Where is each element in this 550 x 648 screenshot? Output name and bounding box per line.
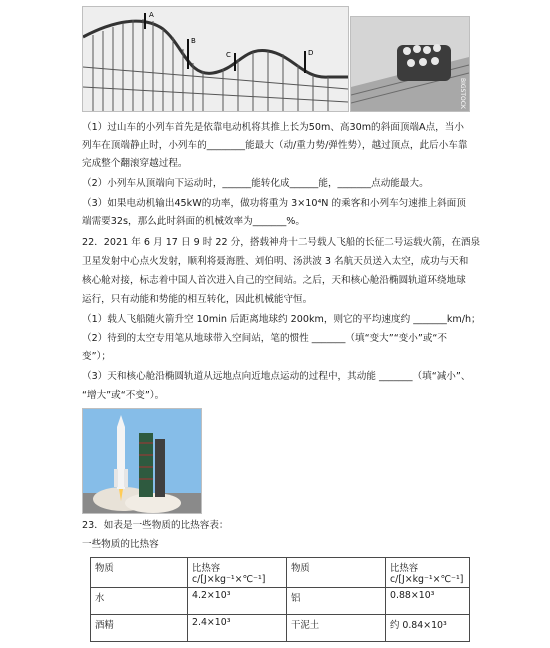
q21-part2: （2）小列车从顶端向下运动时，______能转化成______能，_______点动能最大。	[82, 178, 429, 189]
table-header-cell: 物质	[91, 558, 188, 588]
riders-photo	[350, 16, 470, 112]
specific-heat-table	[90, 557, 470, 642]
q22-part3-line1: （3）天和核心舱沿椭圆轨道从远地点向近地点运动的过程中，其动能 _______（填“减小”、	[82, 371, 471, 382]
q22-intro-line2: 卫星发射中心点火发射，顺利将聂海胜、刘伯明、汤洪波 3 名航天员送入太空，成功与天和	[82, 256, 469, 267]
table-cell: 酒精	[91, 615, 188, 642]
q21-part1-line3: 完成整个翻滚穿越过程。	[82, 158, 188, 169]
table-header-cell: 比热容 c/[J×kg⁻¹×℃⁻¹]	[188, 558, 287, 588]
table-header-cell: 比热容 c/[J×kg⁻¹×℃⁻¹]	[386, 558, 470, 588]
table-cell: 2.4×10³	[188, 615, 287, 642]
q22-intro-line1: 22．2021 年 6 月 17 日 9 时 22 分，搭载神舟十二号载人飞船的长征二号运载火箭，在酒泉	[82, 237, 481, 248]
q22-part2-line2: 变”）；	[82, 351, 111, 362]
q21-part1-line2: 列车在顶端静止时，小列车的________能最大（动/重力势/弹性势），越过顶点，此后小车靠	[82, 140, 468, 151]
table-header-row	[91, 558, 470, 588]
q22-part2-line1: （2）待到的太空专用笔从地球带入空间站，笔的惯性 _______（填“变大”“变小”或“不	[82, 333, 447, 344]
coaster-label-d: D	[308, 49, 314, 57]
q21-part3-line2: 端需要32s，那么此时斜面的机械效率为_______%。	[82, 216, 305, 227]
photo-watermark: BIGSTOCK	[459, 78, 466, 109]
table-row	[91, 588, 470, 615]
coaster-label-b: B	[191, 37, 196, 45]
rocket-launch-photo	[82, 408, 202, 514]
q23-intro: 23．如表是一些物质的比热容表：	[82, 520, 229, 531]
q21-part1-line1: （1）过山车的小列车首先是依靠电动机将其推上长为50m、高30m的斜面顶端A点，当小	[82, 122, 464, 133]
roller-coaster-photo	[82, 6, 349, 112]
table-row	[91, 615, 470, 642]
table-cell: 水	[91, 588, 188, 615]
table-cell: 4.2×10³	[188, 588, 287, 615]
q22-intro-line4: 运行，只有动能和势能的相互转化，因此机械能守恒。	[82, 294, 313, 305]
q21-part3-line1: （3）如果电动机输出45kW的功率，做功将重为 3×10⁴N 的乘客和小列车匀速推上斜面顶	[82, 198, 466, 209]
table-header-cell: 物质	[287, 558, 386, 588]
table-cell: 铝	[287, 588, 386, 615]
q22-intro-line3: 核心舱对接，标志着中国人首次进入自己的空间站。之后，天和核心舱沿椭圆轨道环绕地球	[82, 275, 466, 286]
q22-part1: （1）载人飞船随火箭升空 10min 后距离地球约 200km，则它的平均速度约 _______km/h；	[82, 314, 481, 325]
coaster-label-c: C	[226, 51, 231, 59]
coaster-label-a: A	[149, 11, 154, 19]
q23-table-caption: 一些物质的比热容	[82, 539, 159, 550]
q22-part3-line2: “增大”或“不变”）。	[82, 390, 165, 401]
table-cell: 干泥土	[287, 615, 386, 642]
roller-coaster-drawing	[83, 7, 348, 111]
table-cell: 约 0.84×10³	[386, 615, 470, 642]
table-cell: 0.88×10³	[386, 588, 470, 615]
